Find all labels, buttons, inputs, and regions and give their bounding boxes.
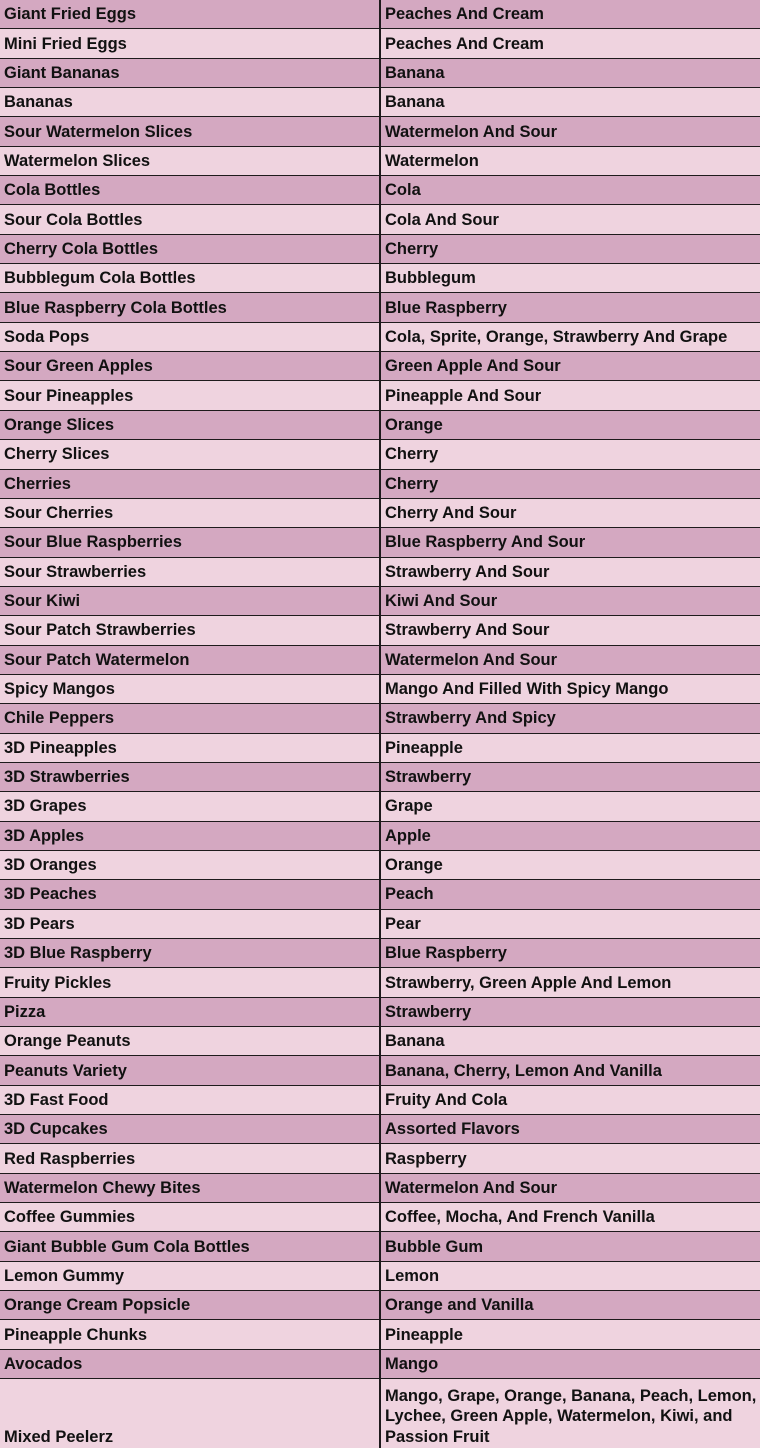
gummy-name-cell: Orange Peanuts [0,1027,380,1056]
table-row [0,352,760,381]
gummy-name-cell: Watermelon Chewy Bites [0,1173,380,1202]
table-row [0,821,760,850]
table-row [0,469,760,498]
gummy-name-cell: Bubblegum Cola Bottles [0,264,380,293]
flavor-cell: Strawberry And Sour [380,557,760,586]
table-row [0,528,760,557]
gummy-name-cell: Sour Watermelon Slices [0,117,380,146]
gummy-name-cell: Blue Raspberry Cola Bottles [0,293,380,322]
gummy-name-cell: Cherry Cola Bottles [0,234,380,263]
flavor-cell: Banana [380,88,760,117]
gummy-name-cell: Fruity Pickles [0,968,380,997]
gummy-name-cell: Sour Patch Strawberries [0,616,380,645]
gummy-name-cell: 3D Strawberries [0,762,380,791]
flavor-cell: Blue Raspberry [380,939,760,968]
table-row [0,1320,760,1349]
table-row [0,1379,760,1448]
flavor-cell: Strawberry, Green Apple And Lemon [380,968,760,997]
table-row [0,1349,760,1378]
table-row [0,410,760,439]
gummy-name-cell: 3D Oranges [0,850,380,879]
flavor-cell: Cherry And Sour [380,498,760,527]
table-row [0,322,760,351]
flavor-cell: Pineapple And Sour [380,381,760,410]
table-row [0,1203,760,1232]
flavor-cell: Pear [380,909,760,938]
table-row [0,1232,760,1261]
gummy-name-cell: Soda Pops [0,322,380,351]
table-row [0,146,760,175]
table-row [0,557,760,586]
flavor-cell: Orange [380,850,760,879]
gummy-name-cell: 3D Cupcakes [0,1115,380,1144]
gummy-name-cell: Sour Blue Raspberries [0,528,380,557]
gummy-name-cell: 3D Pears [0,909,380,938]
gummy-name-cell: 3D Peaches [0,880,380,909]
table-row [0,586,760,615]
flavor-cell: Blue Raspberry [380,293,760,322]
flavor-cell: Grape [380,792,760,821]
table-row [0,704,760,733]
table-row [0,1144,760,1173]
gummy-name-cell: Orange Slices [0,410,380,439]
gummy-name-cell: 3D Apples [0,821,380,850]
gummy-name-cell: Spicy Mangos [0,674,380,703]
table-row [0,939,760,968]
table-row [0,1261,760,1290]
flavor-cell: Cola And Sour [380,205,760,234]
flavor-cell: Cherry [380,440,760,469]
table-row [0,1291,760,1320]
gummy-name-cell: Mixed Peelerz [0,1379,380,1448]
table-row [0,792,760,821]
flavor-cell: Banana [380,1027,760,1056]
table-row [0,616,760,645]
table-row [0,381,760,410]
gummy-name-cell: 3D Grapes [0,792,380,821]
gummy-name-cell: Coffee Gummies [0,1203,380,1232]
gummy-name-cell: 3D Pineapples [0,733,380,762]
flavor-cell: Assorted Flavors [380,1115,760,1144]
flavor-cell: Watermelon And Sour [380,117,760,146]
gummy-name-cell: Cherries [0,469,380,498]
table-row [0,880,760,909]
table-row [0,1085,760,1114]
gummy-name-cell: Peanuts Variety [0,1056,380,1085]
table-row [0,909,760,938]
gummy-name-cell: Pineapple Chunks [0,1320,380,1349]
flavor-cell: Cola, Sprite, Orange, Strawberry And Grape [380,322,760,351]
table-row [0,498,760,527]
flavor-cell: Banana, Cherry, Lemon And Vanilla [380,1056,760,1085]
table-row [0,674,760,703]
gummy-name-cell: Sour Green Apples [0,352,380,381]
flavor-cell: Orange and Vanilla [380,1291,760,1320]
flavor-cell: Peach [380,880,760,909]
flavor-cell: Cherry [380,234,760,263]
gummy-name-cell: Sour Pineapples [0,381,380,410]
flavor-cell: Pineapple [380,733,760,762]
table-row [0,997,760,1026]
gummy-name-cell: Red Raspberries [0,1144,380,1173]
table-row [0,440,760,469]
flavor-cell: Peaches And Cream [380,0,760,29]
table-row [0,733,760,762]
flavor-cell: Fruity And Cola [380,1085,760,1114]
flavor-cell: Kiwi And Sour [380,586,760,615]
table-row [0,58,760,87]
flavor-cell: Banana [380,58,760,87]
table-row [0,293,760,322]
gummy-name-cell: Giant Bananas [0,58,380,87]
table-row [0,968,760,997]
flavor-cell: Peaches And Cream [380,29,760,58]
flavor-cell: Blue Raspberry And Sour [380,528,760,557]
table-row [0,645,760,674]
table-row [0,1027,760,1056]
table-row [0,0,760,29]
flavor-cell: Watermelon And Sour [380,645,760,674]
table-row [0,762,760,791]
flavor-cell: Strawberry And Sour [380,616,760,645]
gummy-name-cell: Pizza [0,997,380,1026]
flavor-cell: Strawberry [380,997,760,1026]
table-row [0,850,760,879]
table-row [0,88,760,117]
table-row [0,1056,760,1085]
flavor-cell: Bubblegum [380,264,760,293]
gummy-name-cell: Sour Cherries [0,498,380,527]
flavor-cell: Raspberry [380,1144,760,1173]
flavor-cell: Cola [380,176,760,205]
flavor-cell: Cherry [380,469,760,498]
flavor-cell: Watermelon And Sour [380,1173,760,1202]
table-row [0,117,760,146]
gummy-name-cell: Watermelon Slices [0,146,380,175]
gummy-name-cell: Sour Cola Bottles [0,205,380,234]
flavor-cell: Pineapple [380,1320,760,1349]
table-row [0,29,760,58]
table-row [0,1173,760,1202]
flavor-cell: Mango [380,1349,760,1378]
flavor-cell: Bubble Gum [380,1232,760,1261]
gummy-name-cell: Orange Cream Popsicle [0,1291,380,1320]
gummy-name-cell: Sour Strawberries [0,557,380,586]
table-row [0,205,760,234]
gummy-name-cell: Bananas [0,88,380,117]
flavor-cell: Mango, Grape, Orange, Banana, Peach, Lemon, Lychee, Green Apple, Watermelon, Kiwi, and Passion Fruit [380,1379,760,1448]
flavor-cell: Green Apple And Sour [380,352,760,381]
table-row [0,234,760,263]
gummy-name-cell: Mini Fried Eggs [0,29,380,58]
gummy-name-cell: Sour Patch Watermelon [0,645,380,674]
flavor-cell: Strawberry And Spicy [380,704,760,733]
gummy-name-cell: Giant Bubble Gum Cola Bottles [0,1232,380,1261]
gummy-name-cell: Cola Bottles [0,176,380,205]
table-row [0,264,760,293]
flavor-cell: Apple [380,821,760,850]
flavor-cell: Orange [380,410,760,439]
gummy-name-cell: Avocados [0,1349,380,1378]
flavor-cell: Watermelon [380,146,760,175]
table-row [0,1115,760,1144]
gummy-name-cell: Cherry Slices [0,440,380,469]
gummy-name-cell: Lemon Gummy [0,1261,380,1290]
gummy-name-cell: Chile Peppers [0,704,380,733]
gummy-name-cell: 3D Fast Food [0,1085,380,1114]
gummy-name-cell: 3D Blue Raspberry [0,939,380,968]
gummy-name-cell: Sour Kiwi [0,586,380,615]
gummy-name-cell: Giant Fried Eggs [0,0,380,29]
flavor-cell: Coffee, Mocha, And French Vanilla [380,1203,760,1232]
flavor-cell: Lemon [380,1261,760,1290]
flavor-cell: Mango And Filled With Spicy Mango [380,674,760,703]
flavor-cell: Strawberry [380,762,760,791]
table-row [0,176,760,205]
